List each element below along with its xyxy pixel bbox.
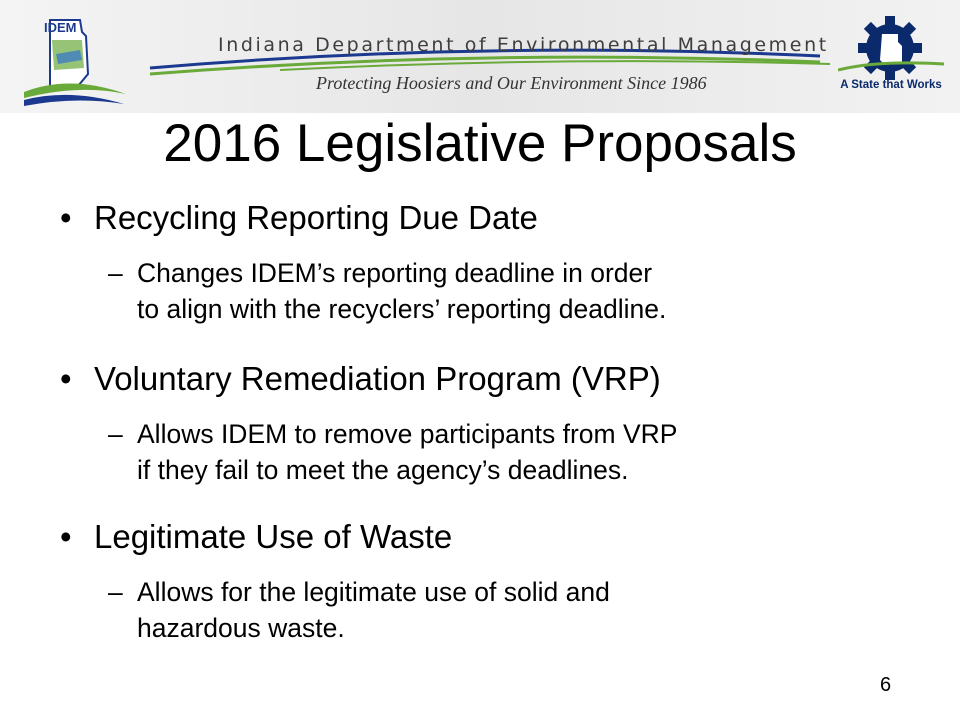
sub-bullet-dash: – [108,258,123,288]
sub-bullet-recycling [108,255,908,327]
bullet-recycling-reporting [60,198,538,238]
sub-bullet-line: Changes IDEM’s reporting deadline in order [137,258,653,288]
bullet-heading: Recycling Reporting Due Date [94,199,538,236]
idem-logo-label: IDEM [44,20,77,35]
bullet-heading: Voluntary Remediation Program (VRP) [94,360,661,397]
bullet-voluntary-remediation [60,359,661,399]
agency-name: Indiana Department of Environmental Management [218,34,829,56]
slide-title: 2016 Legislative Proposals [163,114,797,173]
sub-bullet-waste [108,574,908,646]
sub-bullet-line: Allows IDEM to remove participants from VRP [137,419,678,449]
sub-bullet-dash: – [108,419,123,449]
sub-bullet-vrp [108,416,908,488]
header-banner [0,0,960,115]
bullet-heading: Legitimate Use of Waste [94,518,453,555]
bullet-legitimate-use [60,517,452,557]
sub-bullet-line: to align with the recyclers’ reporting deadline. [137,294,667,324]
agency-tagline: Protecting Hoosiers and Our Environment Since 1986 [316,73,707,93]
sub-bullet-line: if they fail to meet the agency’s deadlines. [137,455,629,485]
header-swoosh-graphic [0,0,960,115]
bullet-marker: • [60,518,72,555]
sub-bullet-line: Allows for the legitimate use of solid and [137,577,610,607]
sub-bullet-line: hazardous waste. [137,613,345,643]
sub-bullet-dash: – [108,577,123,607]
bullet-marker: • [60,360,72,397]
bullet-marker: • [60,199,72,236]
page-number: 6 [880,674,892,696]
state-that-works-label: A State that Works [840,79,942,91]
